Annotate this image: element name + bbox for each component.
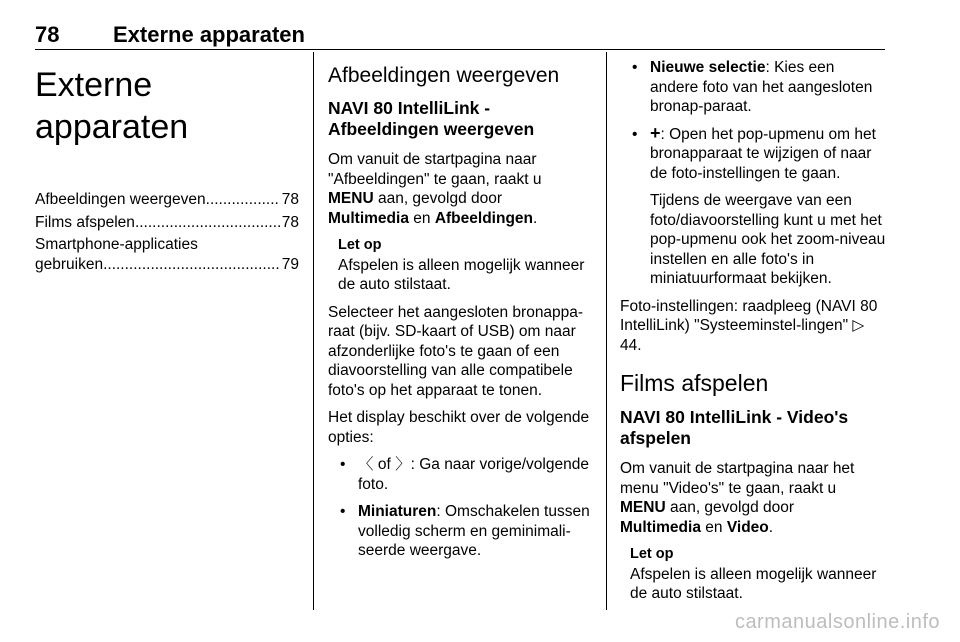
toc-entry-films[interactable] — [35, 213, 299, 233]
watermark: carmanualsonline.info — [734, 611, 940, 633]
note-box — [338, 236, 593, 295]
list-item: • 〈 of 〉: Ga naar vorige/volgende foto. — [328, 455, 593, 494]
column-divider-2 — [606, 52, 607, 610]
subsection-heading: NAVI 80 IntelliLink - Video's afspelen — [620, 407, 849, 448]
subsection-heading: NAVI 80 IntelliLink - Afbeeldingen weergeven — [328, 98, 535, 139]
header-title: Externe apparaten — [113, 22, 305, 47]
video-label: Video — [726, 518, 769, 536]
page-reference[interactable]: 44. — [620, 336, 642, 354]
paragraph-options: Het display beschikt over de volgende opties: — [328, 409, 590, 446]
note-text: Afspelen is alleen mogelijk wanneer de auto stilstaat. — [630, 565, 877, 602]
toc-leader — [103, 255, 280, 275]
toc-leader — [135, 213, 280, 233]
list-item: • Miniaturen: Omschakelen tussen volledig scherm en geminimali-seerde weergave. — [328, 502, 593, 561]
column-right — [620, 58, 886, 612]
page-reference-icon: ▷ — [852, 317, 865, 334]
note-label: Let op — [630, 546, 674, 562]
chevron-right-icon: 〉 — [395, 456, 411, 473]
toc-label: gebruiken — [35, 255, 104, 273]
multimedia-label: Multimedia — [620, 518, 701, 536]
menu-label: MENU — [620, 499, 666, 516]
note-label: Let op — [338, 237, 382, 253]
note-text: Afspelen is alleen mogelijk wanneer de auto stilstaat. — [338, 256, 585, 293]
header-rule — [35, 49, 885, 50]
note-box — [630, 545, 886, 604]
paragraph-settings: Foto-instellingen: raadpleeg (NAVI 80 IntelliLink) "Systeeminstel-lingen" ▷ 44. — [620, 297, 878, 354]
miniaturen-label: Miniaturen — [358, 503, 437, 520]
chapter-title: Externe apparaten — [35, 66, 189, 146]
menu-label: MENU — [328, 190, 374, 207]
toc-leader — [206, 190, 280, 210]
toc-label: Afbeeldingen weergeven — [35, 191, 206, 208]
column-toc — [35, 58, 299, 277]
paragraph-intro: Om vanuit de startpagina naar "Afbeeldingen" te gaan, raakt u MENU aan, gevolgd door Multimedia en Afbeeldingen. — [328, 151, 542, 227]
toc-label: Films afspelen — [35, 213, 135, 231]
nieuwe-selectie-label: Nieuwe selectie — [650, 59, 766, 76]
chevron-left-icon: 〈 — [358, 456, 374, 473]
list-item: • Nieuwe selectie: Kies een andere foto van het aangesloten bronap-paraat. — [620, 58, 886, 117]
paragraph-select: Selecteer het aangesloten bronappa-raat (bijv. SD-kaart of USB) om naar afzonderlijke foto's te gaan of een diavoorstelling van alle compatibele foto's op het apparaat te tonen. — [328, 303, 584, 399]
list-item: • +: Open het pop-upmenu om het bronapparaat te wijzigen of naar de foto-instellingen te gaan. — [620, 125, 886, 184]
plus-icon: + — [650, 122, 661, 143]
toc-entry-smartphone[interactable] — [35, 235, 299, 274]
toc-page: 78 — [281, 191, 299, 208]
paragraph-intro: Om vanuit de startpagina naar het menu "Video's" te gaan, raakt u MENU aan, gevolgd door Multimedia en Video. — [620, 460, 855, 536]
page-number: 78 — [35, 22, 60, 47]
section-heading: Films afspelen — [620, 370, 769, 396]
afbeeldingen-label: Afbeeldingen — [434, 209, 533, 227]
multimedia-label: Multimedia — [328, 209, 409, 227]
paragraph-popup: Tijdens de weergave van een foto/diavoorstelling kunt u met het pop-upmenu ook het zoom-niveau instellen en alle foto's in miniatuurformaat bekijken. — [650, 192, 886, 287]
column-divider-1 — [313, 52, 314, 610]
toc-entry-afbeeldingen[interactable] — [35, 190, 299, 210]
toc-page: 79 — [281, 255, 299, 273]
column-afbeeldingen — [328, 58, 593, 569]
toc-label-line1: Smartphone-applicaties — [35, 236, 198, 253]
toc-page: 78 — [281, 213, 299, 231]
section-heading: Afbeeldingen weergeven — [328, 64, 560, 87]
